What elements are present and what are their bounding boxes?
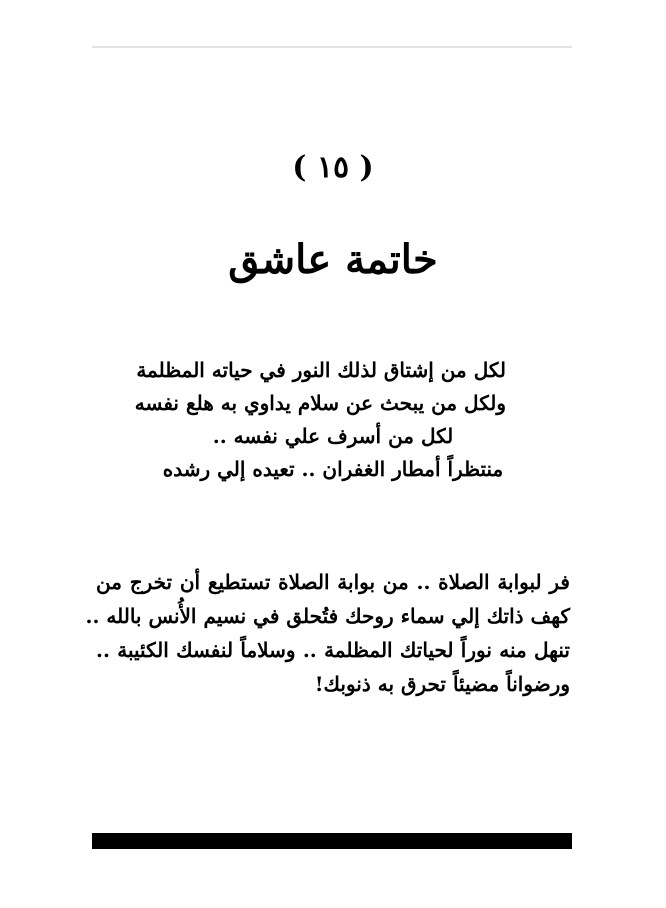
poem-line: ولكل من يبحث عن سلام يداوي به هلع نفسه bbox=[134, 391, 506, 415]
paragraph-line: فر لبوابة الصلاة .. من بوابة الصلاة تستطيع أن تخرج من bbox=[96, 570, 570, 594]
chapter-number: ( ١٥ ) bbox=[292, 150, 374, 185]
poem-line: لكل من أسرف علي نفسه .. bbox=[212, 424, 454, 448]
paragraph-line: ورضواناً مضيئاً تحرق به ذنوبك! bbox=[314, 672, 570, 696]
poem-block bbox=[134, 354, 506, 486]
top-divider bbox=[92, 46, 572, 48]
poem-line: لكل من إشتاق لذلك النور في حياته المظلمة bbox=[136, 358, 506, 382]
paragraph-line: تنهل منه نوراً لحياتك المظلمة .. وسلاماً لنفسك الكئيبة .. bbox=[96, 638, 570, 662]
chapter-title: خاتمة عاشق bbox=[228, 236, 438, 283]
body-paragraph bbox=[85, 565, 570, 701]
poem-line: منتظراً أمطار الغفران .. تعيده إلي رشده bbox=[162, 457, 504, 481]
bottom-bar bbox=[92, 833, 572, 849]
paragraph-line: كهف ذاتك إلي سماء روحك فتُحلق في نسيم الأُنس بالله .. bbox=[85, 604, 570, 628]
